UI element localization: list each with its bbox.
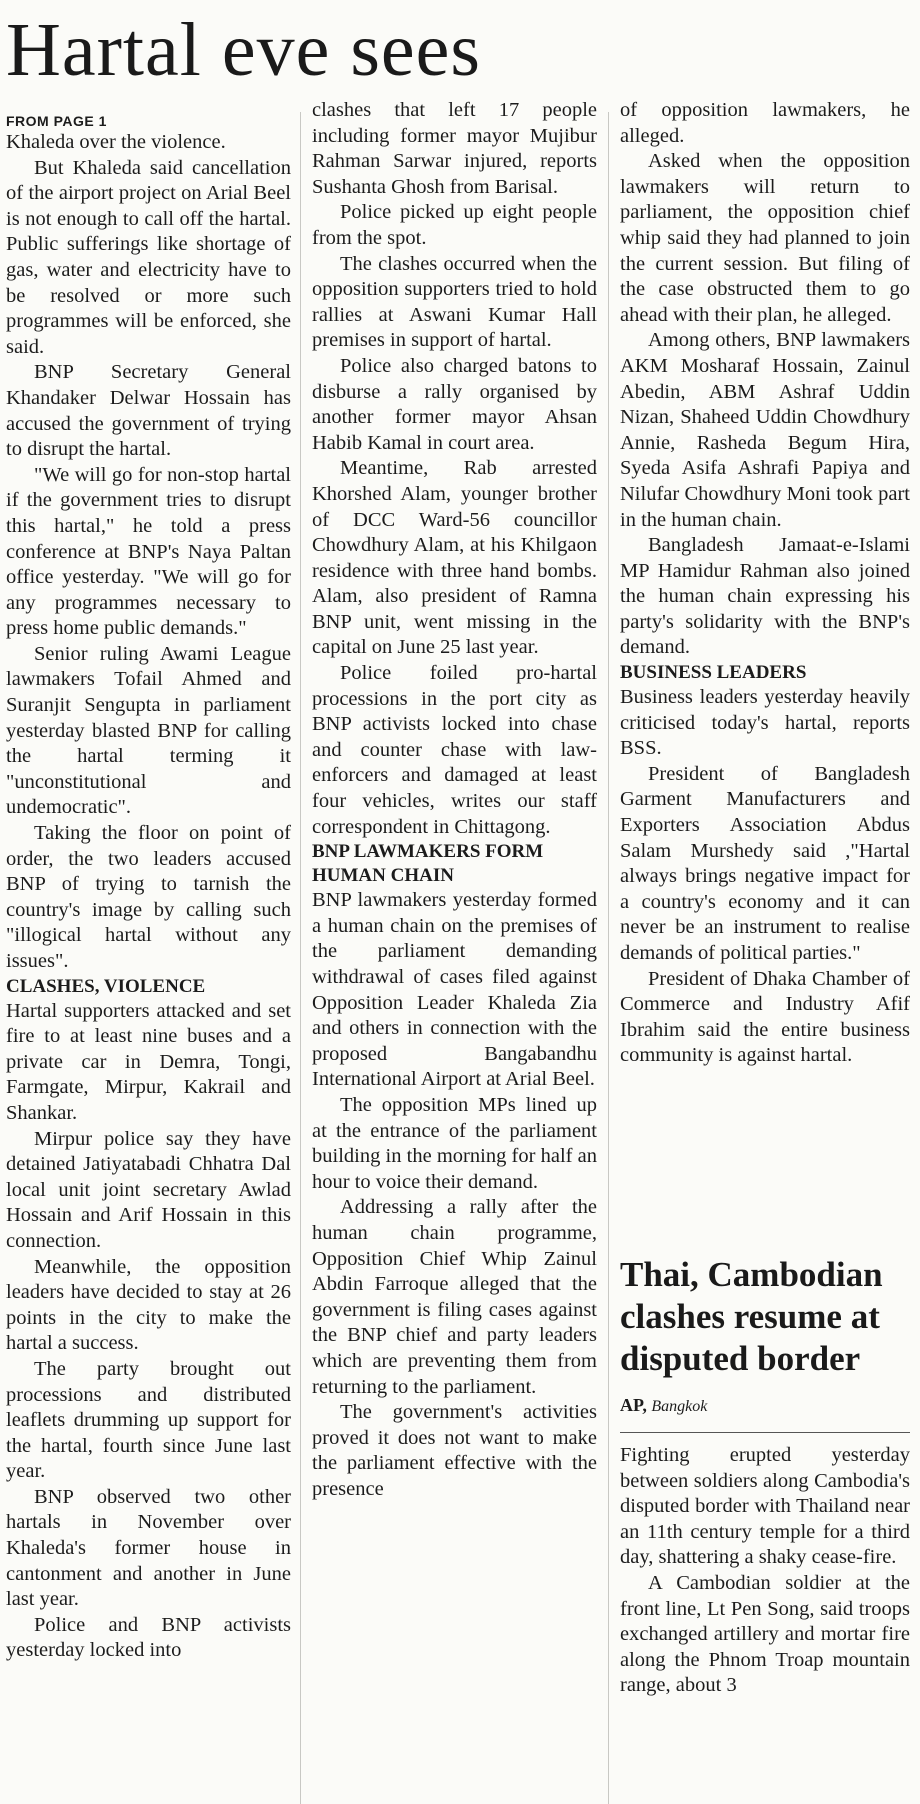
paragraph: of opposition lawmakers, he alleged. [620, 99, 910, 147]
paragraph: Hartal supporters attacked and set fire to at least nine buses and a private car in Demra, Tongi, Farmgate, Mirpur, Kakrail and Shankar. [6, 999, 291, 1124]
paragraph: The party brought out processions and distributed leaflets drumming up support for the hartal, fourth since June last year. [6, 1357, 291, 1483]
column-rule [608, 112, 609, 1804]
paragraph: The opposition MPs lined up at the entrance of the parliament building in the morning for half an hour to voice their demand. [312, 1093, 597, 1193]
paragraph: clashes that left 17 people including former mayor Mujibur Rahman Sarwar injured, reports Sushanta Ghosh from Barisal. [312, 99, 597, 198]
paragraph: Meanwhile, the opposition leaders have decided to stay at 26 points in the city to make the hartal a success. [6, 1255, 291, 1355]
paragraph: Among others, BNP lawmakers AKM Mosharaf Hossain, Zainul Abedin, ABM Ashraf Uddin Nizan, Shaheed Uddin Chowdhury Annie, Rasheda Begum Hira, Syeda Asifa Ashrafi Papiya and Nilufar Chowdhury Moni took part in the human chain. [620, 329, 910, 531]
paragraph: Senior ruling Awami League lawmakers Tofail Ahmed and Suranjit Sengupta in parliament yesterday blasted BNP for calling the hartal terming it "unconstitutional and undemocratic". [6, 642, 291, 819]
thai-cambodia-story [620, 1254, 910, 1699]
paragraph: Fighting erupted yesterday between soldiers along Cambodia's disputed border with Thailand near an 11th century temple for a third day, shattering a shaky cease-fire. [620, 1444, 910, 1569]
paragraph: Police and BNP activists yesterday locked into [6, 1613, 291, 1662]
paragraph: Asked when the opposition lawmakers will return to parliament, the opposition chief whip said they had planned to join the current session. But filing of the case obstructed them to go ahead with their plan, he alleged. [620, 150, 910, 326]
paragraph: BNP observed two other hartals in November over Khaleda's former house in cantonment and another in June last year. [6, 1485, 291, 1611]
paragraph: Meantime, Rab arrested Khorshed Alam, younger brother of DCC Ward-56 councillor Chowdhury Alam, at his Khilgaon residence with three hand bombs. Alam, also president of Ramna BNP unit, went missing in the capital on June 25 last year. [312, 457, 597, 659]
column-1 [6, 112, 291, 1804]
paragraph: Police also charged batons to disburse a rally organised by another former mayor Ahsan Habib Kamal in court area. [312, 354, 597, 454]
divider [620, 1432, 910, 1433]
paragraph: BNP Secretary General Khandaker Delwar Hossain has accused the government of trying to disrupt the hartal. [6, 361, 291, 461]
column-2 [312, 98, 597, 1790]
paragraph: Khaleda over the violence. [6, 131, 226, 153]
paragraph: Taking the floor on point of order, the two leaders accused BNP of trying to tarnish the country's image by calling such "illogical hartal without any issues". [6, 822, 291, 972]
paragraph: President of Dhaka Chamber of Commerce and Industry Afif Ibrahim said the entire business community is against hartal. [620, 967, 910, 1067]
subhead-human-chain: BNP LAWMAKERS FORM HUMAN CHAIN [312, 841, 544, 887]
paragraph: Police foiled pro-hartal processions in the port city as BNP activists locked into chase and counter chase with law-enforcers and damaged at least four vehicles, writes our staff correspondent in Chittagong. [312, 662, 597, 838]
main-headline: Hartal eve sees [6, 8, 481, 92]
story-body [620, 1443, 910, 1699]
paragraph: President of Bangladesh Garment Manufacturers and Exporters Association Abdus Salam Murshedy said ,"Hartal always brings negative impact for a country's economy and it can never be an instrument to realise demands of political parties." [620, 762, 910, 964]
paragraph: Mirpur police say they have detained Jatiyatabadi Chhatra Dal local unit joint secretary Awlad Hossain and Arif Hossain in this connection. [6, 1127, 291, 1252]
subhead-business-leaders: BUSINESS LEADERS [620, 662, 807, 684]
paragraph: Addressing a rally after the human chain programme, Opposition Chief Whip Zainul Abdin Farroque alleged that the government is filing cases against the BNP chief and party leaders which are preventing them from returning to the parliament. [312, 1196, 597, 1398]
column-3 [620, 98, 910, 1248]
dateline-city: Bangkok [651, 1398, 708, 1415]
story-headline: Thai, Cambodian clashes resume at disputed border [620, 1255, 883, 1378]
paragraph: "We will go for non-stop hartal if the government tries to disrupt this hartal," he told a press conference at BNP's Naya Paltan office yesterday. "We will go for any programmes necessary to press home public demands." [6, 463, 291, 640]
jump-line: FROM PAGE 1 [6, 113, 107, 129]
paragraph: Police picked up eight people from the spot. [312, 201, 597, 249]
paragraph: But Khaleda said cancellation of the airport project on Arial Beel is not enough to call off the hartal. Public sufferings like shortage of gas, water and electricity have to be resolved or more such programmes will be enforced, she said. [6, 156, 291, 358]
agency-credit: AP, [620, 1395, 647, 1415]
subhead-clashes-violence: CLASHES, VIOLENCE [6, 975, 206, 997]
paragraph: The clashes occurred when the opposition supporters tried to hold rallies at Aswani Kumar Hall premises in support of hartal. [312, 252, 597, 352]
paragraph: Business leaders yesterday heavily criticised today's hartal, reports BSS. [620, 686, 910, 760]
paragraph: BNP lawmakers yesterday formed a human chain on the premises of the parliament demanding withdrawal of cases filed against Opposition Leader Khaleda Zia and others in connection with the proposed Bangabandhu International Airport at Arial Beel. [312, 889, 597, 1091]
column-rule [300, 112, 301, 1804]
paragraph: The government's activities proved it does not want to make the parliament effective with the presence [312, 1401, 597, 1500]
paragraph: A Cambodian soldier at the front line, Lt Pen Song, said troops exchanged artillery and mortar fire along the Phnom Troap mountain range, about 3 [620, 1571, 910, 1697]
dateline [620, 1394, 910, 1418]
paragraph: Bangladesh Jamaat-e-Islami MP Hamidur Rahman also joined the human chain expressing his party's solidarity with the BNP's demand. [620, 534, 910, 659]
